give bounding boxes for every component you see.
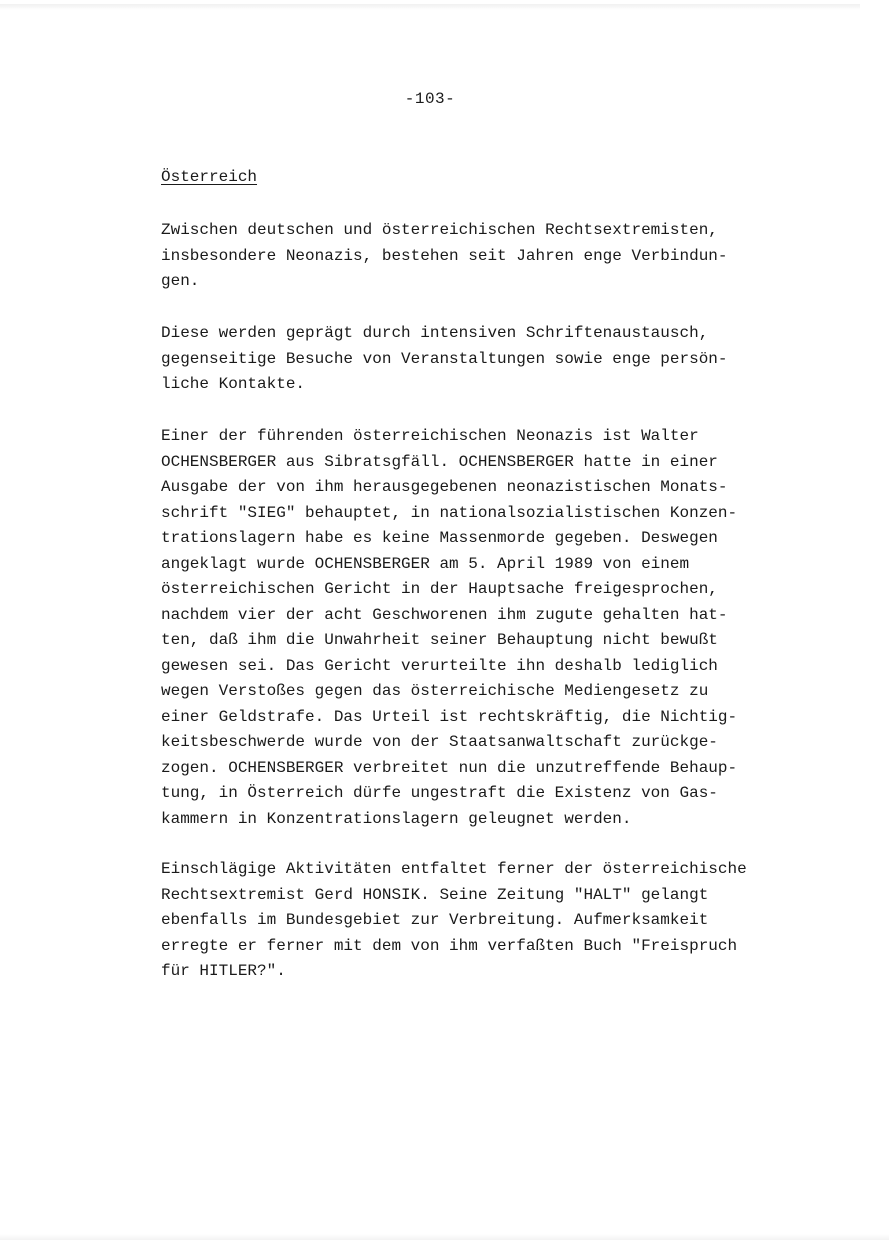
scan-edge-bottom bbox=[0, 1234, 889, 1240]
text-line: gen. bbox=[161, 272, 200, 290]
paragraph bbox=[161, 424, 831, 832]
text-line: ten, daß ihm die Unwahrheit seiner Behauptung nicht bewußt bbox=[161, 631, 718, 649]
text-line: keitsbeschwerde wurde von der Staatsanwaltschaft zurückge- bbox=[161, 733, 718, 751]
text-line: einer Geldstrafe. Das Urteil ist rechtskräftig, die Nichtig- bbox=[161, 707, 738, 726]
page-number: -103- bbox=[404, 90, 456, 108]
text-line: trationslagern habe es keine Massenmorde gegeben. Deswegen bbox=[161, 529, 718, 547]
paragraph bbox=[161, 321, 831, 398]
text-line: gegenseitige Besuche von Veranstaltungen sowie enge persön- bbox=[161, 349, 728, 368]
text-line: Rechtsextremist Gerd HONSIK. Seine Zeitung "HALT" gelangt bbox=[161, 885, 709, 904]
text-line: Zwischen deutschen und österreichischen Rechtsextremisten, bbox=[161, 221, 718, 239]
text-line: zogen. OCHENSBERGER verbreitet nun die unzutreffende Behaup- bbox=[161, 758, 738, 777]
paragraph bbox=[161, 218, 831, 295]
paragraph bbox=[161, 857, 831, 985]
text-line: gewesen sei. Das Gericht verurteilte ihn deshalb lediglich bbox=[161, 656, 718, 675]
scan-edge-top bbox=[0, 4, 860, 10]
text-line: wegen Verstoßes gegen das österreichische Mediengesetz zu bbox=[161, 682, 709, 700]
text-line: Einschlägige Aktivitäten entfaltet ferner der österreichische bbox=[161, 860, 747, 878]
text-line: Einer der führenden österreichischen Neonazis ist Walter bbox=[161, 427, 699, 445]
text-line: erregte er ferner mit dem von ihm verfaßten Buch "Freispruch bbox=[161, 936, 738, 955]
text-line: schrift "SIEG" behauptet, in nationalsozialistischen Konzen- bbox=[161, 503, 738, 522]
text-line: Ausgabe der von ihm herausgegebenen neonazistischen Monats- bbox=[161, 478, 728, 496]
text-line: Diese werden geprägt durch intensiven Schriftenaustausch, bbox=[161, 324, 709, 342]
text-line: insbesondere Neonazis, bestehen seit Jahren enge Verbindun- bbox=[161, 246, 728, 265]
section-heading: Österreich bbox=[161, 168, 258, 186]
text-line: ebenfalls im Bundesgebiet zur Verbreitung. Aufmerksamkeit bbox=[161, 911, 709, 929]
text-line: österreichischen Gericht in der Hauptsache freigesprochen, bbox=[161, 580, 718, 598]
text-line: OCHENSBERGER aus Sibratsgfäll. OCHENSBERGER hatte in einer bbox=[161, 452, 718, 471]
text-line: liche Kontakte. bbox=[161, 375, 306, 393]
text-line: kammern in Konzentrationslagern geleugnet werden. bbox=[161, 809, 632, 828]
text-line: nachdem vier der acht Geschworenen ihm zugute gehalten hat- bbox=[161, 605, 728, 624]
text-line: angeklagt wurde OCHENSBERGER am 5. April 1989 von einem bbox=[161, 554, 690, 573]
text-line: tung, in Österreich dürfe ungestraft die Existenz von Gas- bbox=[161, 784, 718, 802]
text-line: für HITLER?". bbox=[161, 962, 286, 980]
